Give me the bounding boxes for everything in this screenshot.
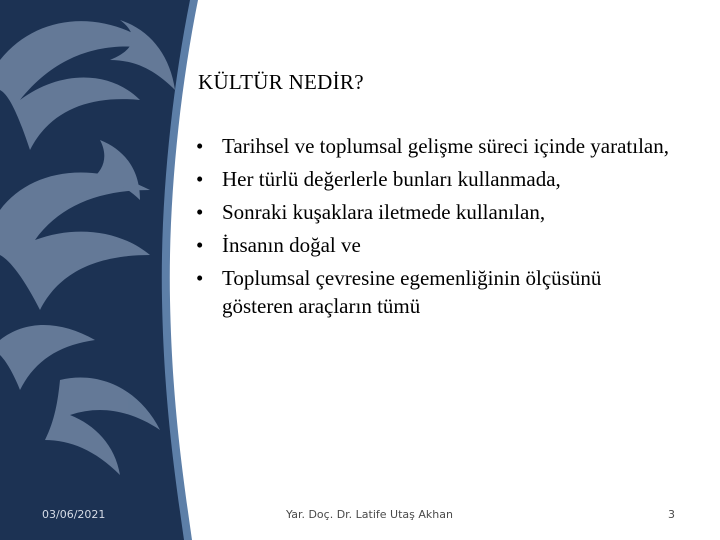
bullet-item bbox=[196, 231, 676, 259]
bullet-text: Sonraki kuşaklara iletmede kullanılan, bbox=[222, 200, 546, 224]
bullet-list bbox=[196, 132, 676, 325]
bullet-item bbox=[196, 165, 676, 193]
footer-date: 03/06/2021 bbox=[42, 508, 106, 521]
bullet-item bbox=[196, 198, 676, 226]
bullet-icon: • bbox=[196, 200, 204, 224]
slide-title: KÜLTÜR NEDİR? bbox=[198, 70, 364, 94]
bullet-item bbox=[196, 264, 676, 320]
bullet-icon: • bbox=[196, 233, 204, 257]
bullet-text: Toplumsal çevresine egemenliğinin ölçüsünü gösteren araçların tümü bbox=[222, 266, 602, 318]
bullet-item bbox=[196, 132, 676, 160]
bullet-text: Her türlü değerlerle bunları kullanmada, bbox=[222, 167, 561, 191]
bullet-text: Tarihsel ve toplumsal gelişme süreci içinde yaratılan, bbox=[222, 134, 669, 158]
bullet-icon: • bbox=[196, 266, 204, 290]
bullet-icon: • bbox=[196, 134, 204, 158]
page-number: 3 bbox=[668, 508, 675, 521]
bullet-icon: • bbox=[196, 167, 204, 191]
bullet-text: İnsanın doğal ve bbox=[222, 233, 361, 257]
footer-author: Yar. Doç. Dr. Latife Utaş Akhan bbox=[286, 508, 453, 521]
